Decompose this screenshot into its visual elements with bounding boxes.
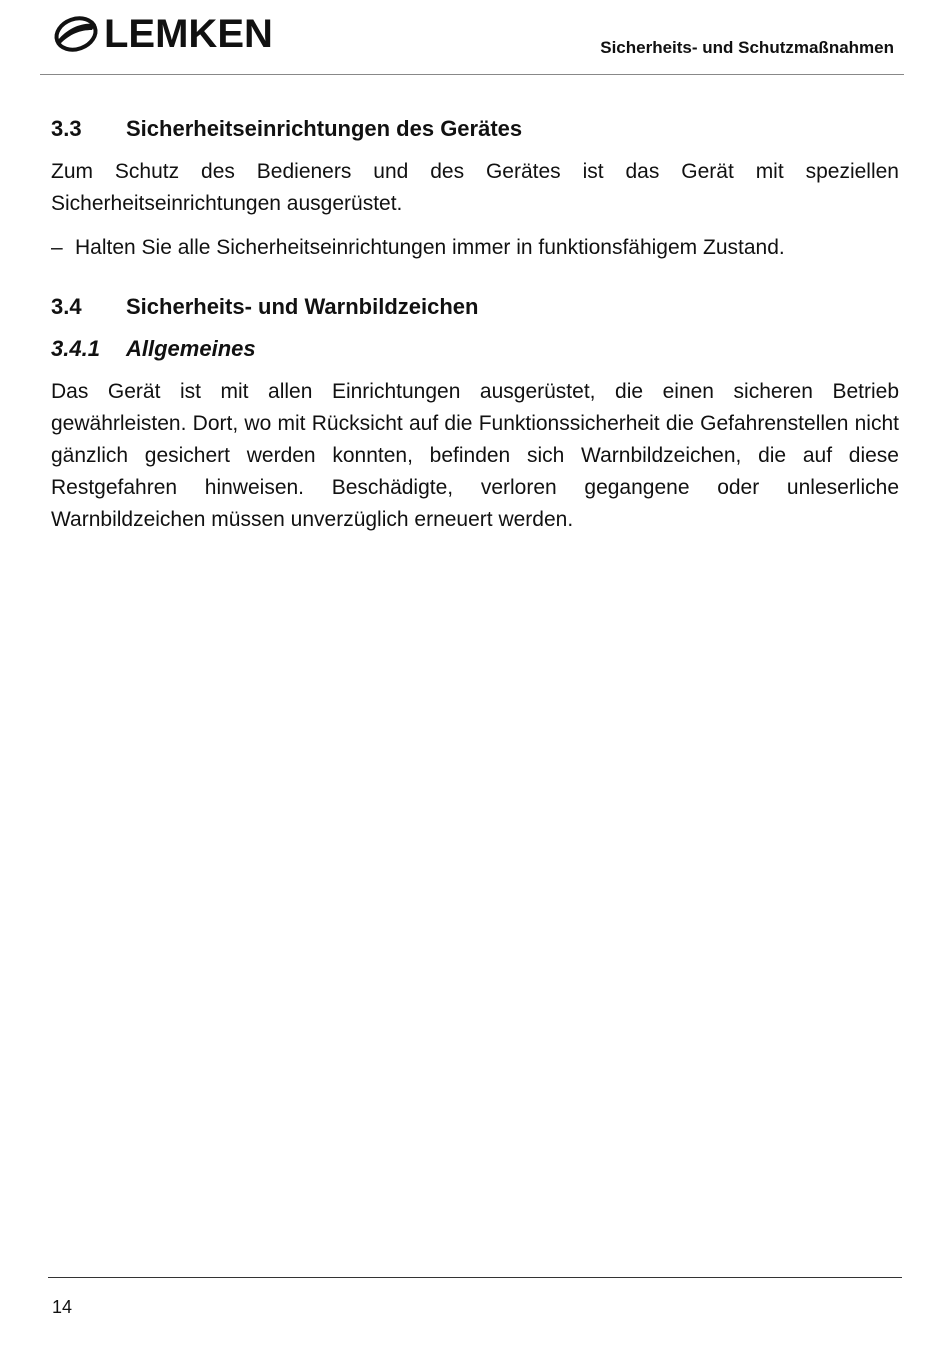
subsection-number: 3.4.1 bbox=[51, 336, 100, 361]
subsection-title: Allgemeines bbox=[126, 336, 256, 361]
lemken-logo bbox=[52, 10, 273, 58]
footer-divider bbox=[48, 1277, 902, 1278]
paragraph-3-3: Zum Schutz des Bedieners und des Gerätes ist das Gerät mit speziellen Sicherheitseinrichtungen ausgerüstet. bbox=[51, 160, 899, 215]
header-title: Sicherheits- und Schutzmaßnahmen bbox=[600, 38, 894, 57]
heading-3-4-1 bbox=[51, 330, 899, 368]
section-number: 3.4 bbox=[51, 294, 82, 319]
bullet-text: Halten Sie alle Sicherheitseinrichtungen immer in funktionsfähigem Zustand. bbox=[75, 236, 785, 259]
section-title: Sicherheits- und Warnbildzeichen bbox=[126, 294, 479, 319]
page-number: 14 bbox=[52, 1297, 73, 1317]
bullet-dash: – bbox=[51, 236, 63, 259]
logo-wordmark: LEMKEN bbox=[104, 12, 273, 56]
page-header bbox=[40, 0, 904, 75]
main-content bbox=[51, 110, 899, 536]
bullet-item bbox=[51, 232, 899, 264]
section-title: Sicherheitseinrichtungen des Gerätes bbox=[126, 116, 523, 141]
section-number: 3.3 bbox=[51, 116, 82, 141]
lemken-emblem-icon bbox=[52, 14, 100, 54]
paragraph-3-4-1: Das Gerät ist mit allen Einrichtungen ausgerüstet, die einen sicheren Betrieb gewährleisten. Dort, wo mit Rücksicht auf die Funktionssicherheit die Gefahrenstellen nicht gänzlich gesichert werden konnten, befinden sich Warnbildzeichen, die auf diese Restgefahren hinweisen. Beschädigte, verloren gegangene oder unleserliche Warnbildzeichen müssen unverzüglich erneuert werden. bbox=[51, 380, 899, 531]
heading-3-4 bbox=[51, 288, 899, 326]
heading-3-3 bbox=[51, 110, 899, 148]
